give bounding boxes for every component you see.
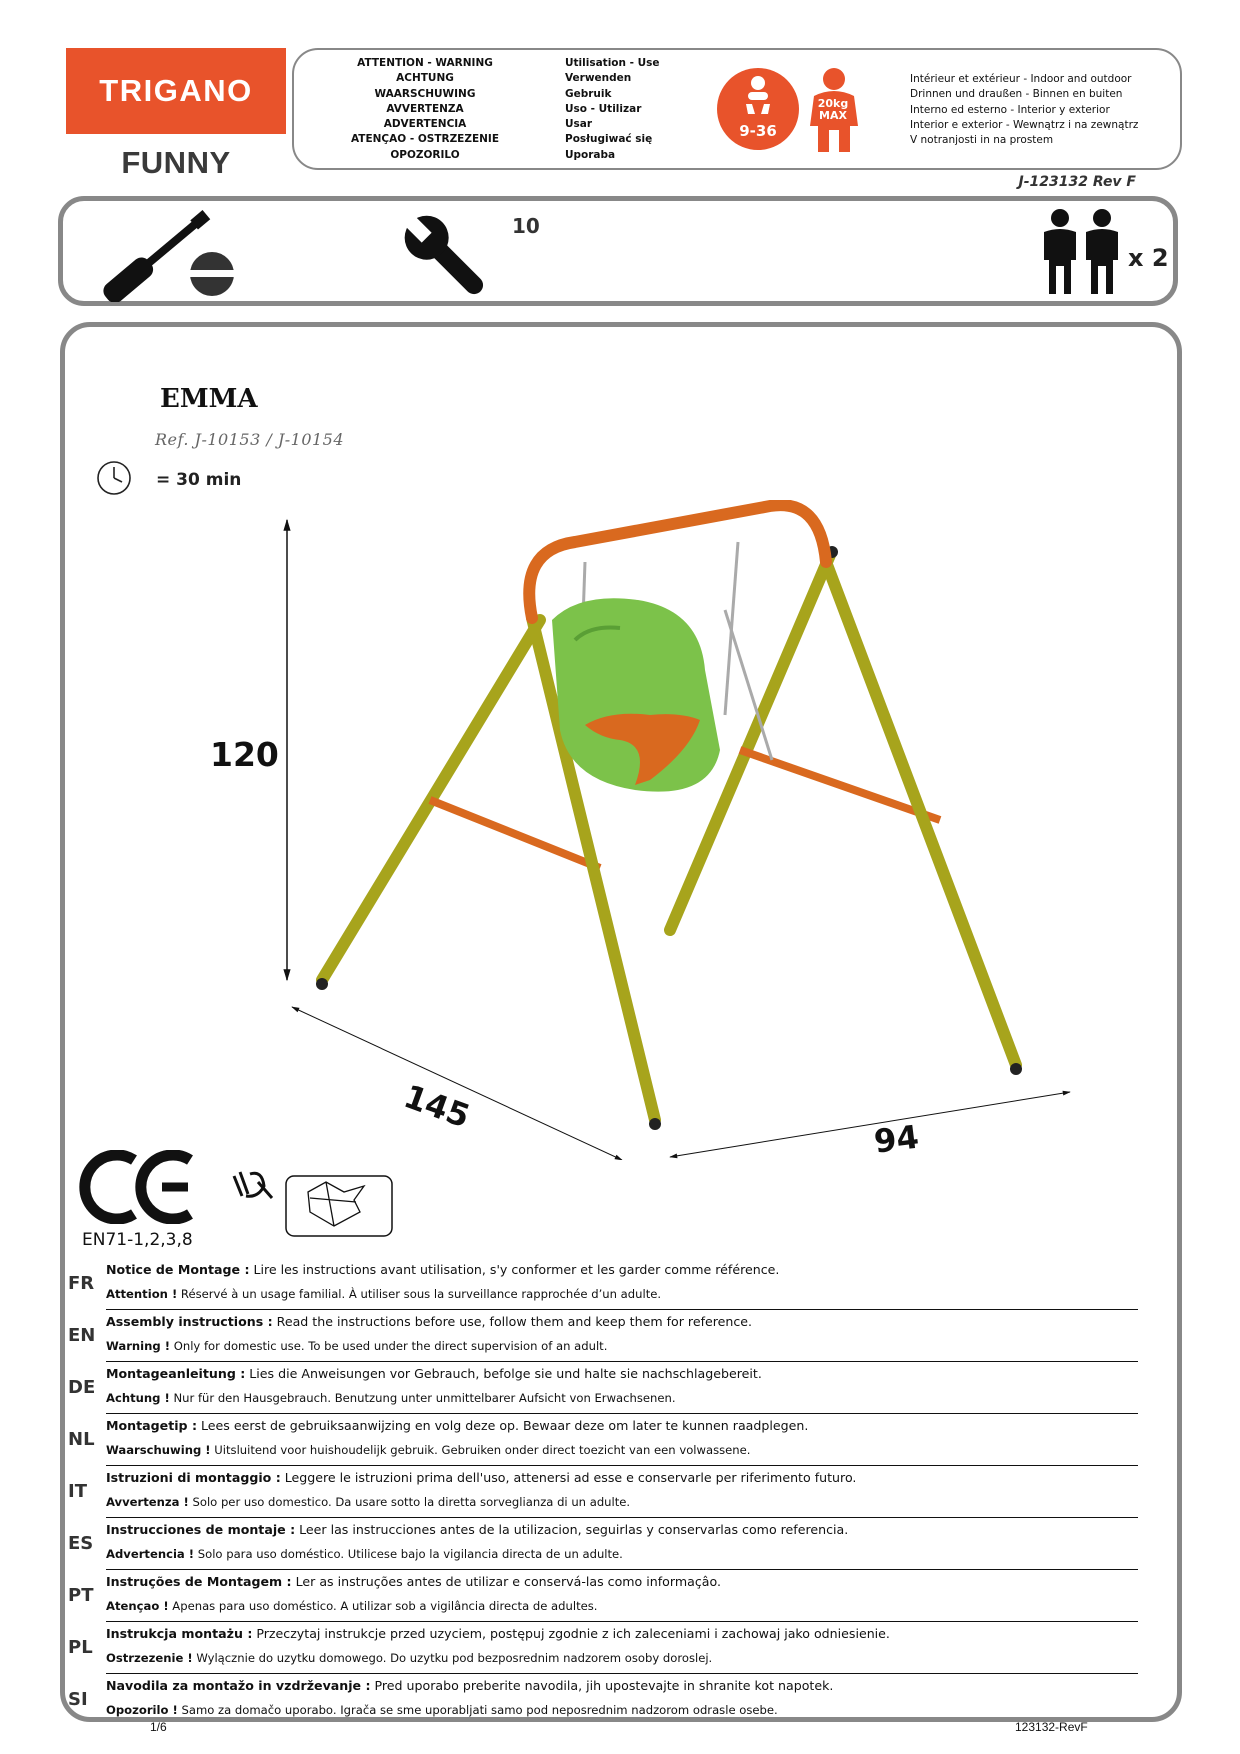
lang-warning-body: Solo per uso domestico. Da usare sotto la diretta sorveglianza di un adulte. <box>188 1495 631 1509</box>
wrench-size: 10 <box>512 214 540 238</box>
lang-assembly-body: Read the instructions before use, follow them and keep them for reference. <box>272 1314 753 1329</box>
lang-warning-label: Ostrzezenie ! <box>106 1651 193 1665</box>
lang-code: FR <box>68 1273 95 1294</box>
indoor-outdoor-line: Interior e exterior - Wewnątrz i na zewnątrz <box>910 118 1139 131</box>
safety-norm: EN71-1,2,3,8 <box>82 1230 193 1250</box>
divider <box>106 1465 1138 1466</box>
use-title: Uso - Utilizar <box>565 102 642 115</box>
warning-title: OPOZORILO <box>390 148 460 161</box>
age-range: 9-36 <box>739 122 777 140</box>
lang-assembly-text <box>106 1366 762 1381</box>
brand-logo: TRIGANO <box>66 48 286 134</box>
lang-row-pt <box>68 1571 1138 1623</box>
lang-assembly-text <box>106 1418 808 1433</box>
lang-warning-text <box>106 1495 630 1509</box>
width-dimension: 145 <box>399 1077 475 1136</box>
lang-assembly-label: Montagetip : <box>106 1418 197 1433</box>
lang-warning-body: Réservé à un usage familial. À utiliser sous la surveillance rapprochée d’un adulte. <box>177 1287 662 1301</box>
lang-warning-label: Waarschuwing ! <box>106 1443 211 1457</box>
lang-assembly-label: Instrucciones de montaje : <box>106 1522 296 1537</box>
lang-warning-body: Nur für den Hausgebrauch. Benutzung unter unmittelbarer Aufsicht von Erwachsenen. <box>169 1391 676 1405</box>
lang-assembly-body: Lees eerst de gebruiksaanwijzing en volg deze op. Bewaar deze om later te kunnen raadplegen. <box>197 1418 809 1433</box>
lang-warning-body: Wylącznie do uzytku domowego. Do uzytku pod bezposrednim nadzorem osoby doroslej. <box>192 1651 713 1665</box>
lang-warning-text <box>106 1651 712 1665</box>
lang-assembly-label: Montageanleitung : <box>106 1366 246 1381</box>
lang-warning-label: Attention ! <box>106 1287 178 1301</box>
indoor-outdoor-line: Interno ed esterno - Interior y exterior <box>910 103 1110 116</box>
height-dimension: 120 <box>210 735 279 774</box>
use-titles <box>565 56 725 163</box>
warning-title: WAARSCHUWING <box>374 87 476 100</box>
lang-warning-text <box>106 1703 778 1717</box>
lang-row-es <box>68 1519 1138 1571</box>
lang-warning-text <box>106 1287 661 1301</box>
divider <box>106 1673 1138 1674</box>
warning-title: AVVERTENZA <box>386 102 464 115</box>
lang-warning-label: Achtung ! <box>106 1391 170 1405</box>
lang-assembly-body: Leer las instrucciones antes de la utilizacion, seguirlas y conservarlas como referencia. <box>295 1522 849 1537</box>
lang-assembly-label: Istruzioni di montaggio : <box>106 1470 281 1485</box>
indoor-outdoor-line: Drinnen und draußen - Binnen en buiten <box>910 88 1123 101</box>
lang-assembly-text <box>106 1678 833 1693</box>
lang-row-it <box>68 1467 1138 1519</box>
lang-assembly-text <box>106 1470 856 1485</box>
lang-warning-body: Apenas para uso doméstico. A utilizar sob a vigilância directa de adultes. <box>168 1599 598 1613</box>
lang-row-pl <box>68 1623 1138 1675</box>
lang-assembly-text <box>106 1314 752 1329</box>
lang-code: NL <box>68 1429 95 1450</box>
warning-title: ACHTUNG <box>396 72 454 85</box>
lang-assembly-text <box>106 1574 721 1589</box>
model-reference: Ref. J-10153 / J-10154 <box>155 430 345 449</box>
lang-assembly-label: Notice de Montage : <box>106 1262 250 1277</box>
lang-assembly-label: Instruções de Montagem : <box>106 1574 292 1589</box>
lang-warning-text <box>106 1339 607 1353</box>
lang-assembly-body: Pred uporabo preberite navodila, jih upostevajte in shranite kot napotek. <box>370 1678 834 1693</box>
lang-code: PL <box>68 1637 93 1658</box>
lang-warning-label: Opozorilo ! <box>106 1703 178 1717</box>
depth-dimension: 94 <box>872 1117 921 1161</box>
lang-assembly-label: Assembly instructions : <box>106 1314 273 1329</box>
ce-mark-icon <box>78 1150 198 1224</box>
lang-code: PT <box>68 1585 94 1606</box>
divider <box>106 1413 1138 1414</box>
indoor-outdoor-line: Intérieur et extérieur - Indoor and outdoor <box>910 73 1132 85</box>
max-weight-label: MAX <box>819 109 847 122</box>
lang-warning-text <box>106 1599 597 1613</box>
two-people-icon <box>1040 208 1126 294</box>
lang-row-nl <box>68 1415 1138 1467</box>
wrench-icon <box>400 204 500 298</box>
lang-assembly-body: Ler as instruções antes de utilizar e conservá-las como informaçâo. <box>291 1574 721 1589</box>
indoor-outdoor-list <box>910 72 1138 148</box>
divider <box>106 1517 1138 1518</box>
baby-icon <box>738 74 778 122</box>
lang-row-en <box>68 1311 1138 1363</box>
lang-assembly-body: Przeczytaj instrukcje przed uzyciem, postępuj zgodnie z ich zaleceniami i zachowaj jako odniesienie. <box>252 1626 890 1641</box>
product-name: FUNNY <box>121 145 231 180</box>
use-title: Usar <box>565 118 593 131</box>
lang-warning-label: Warning ! <box>106 1339 171 1353</box>
depth-arrow <box>670 1092 1070 1157</box>
use-title: Uporaba <box>565 148 616 161</box>
lang-code: ES <box>68 1533 94 1554</box>
lang-assembly-label: Instrukcja montażu : <box>106 1626 253 1641</box>
footer-reference: 123132-RevF <box>1015 1720 1088 1734</box>
clock-icon <box>96 460 132 496</box>
lang-row-si <box>68 1675 1138 1727</box>
use-title: Utilisation - Use <box>565 57 660 69</box>
lang-warning-text <box>106 1391 676 1405</box>
model-name: EMMA <box>160 384 258 414</box>
screwdriver-icon <box>86 204 246 302</box>
document-reference: J-123132 Rev F <box>1018 174 1136 190</box>
lang-row-de <box>68 1363 1138 1415</box>
assembly-time: = 30 min <box>156 470 242 490</box>
indoor-outdoor-line: V notranjosti in na prostem <box>910 134 1054 147</box>
max-weight <box>808 98 858 122</box>
warning-title: ADVERTENCIA <box>383 118 467 131</box>
lang-code: EN <box>68 1325 96 1346</box>
small-parts-warning-icon <box>230 1168 396 1240</box>
divider <box>106 1621 1138 1622</box>
swing-illustration <box>180 500 1100 1160</box>
lang-assembly-body: Lies die Anweisungen vor Gebrauch, befolge sie und halte sie nachschlagebereit. <box>245 1366 762 1381</box>
lang-warning-body: Uitsluitend voor huishoudelijk gebruik. Gebruiken onder direct toezicht van een volwassene. <box>210 1443 751 1457</box>
warning-title: ATENÇAO - OSTRZEZENIE <box>350 133 500 146</box>
divider <box>106 1569 1138 1570</box>
warning-titles <box>330 56 520 163</box>
lang-assembly-text <box>106 1626 890 1641</box>
lang-warning-body: Samo za domačo uporabo. Igrača se sme uporabljati samo pod neposrednim nadzorom odrasle osebe. <box>177 1703 778 1717</box>
lang-assembly-body: Lire les instructions avant utilisation, s'y conformer et les garder comme référence. <box>249 1262 780 1277</box>
lang-assembly-body: Leggere le istruzioni prima dell'uso, attenersi ad esse e conservarle per riferimento futuro. <box>280 1470 857 1485</box>
lang-warning-body: Solo para uso doméstico. Utilicese bajo la vigilancia directa de un adulte. <box>194 1547 623 1561</box>
divider <box>106 1309 1138 1310</box>
lang-code: IT <box>68 1481 87 1502</box>
max-weight-value: 20kg <box>817 97 849 110</box>
lang-assembly-text <box>106 1522 848 1537</box>
lang-code: DE <box>68 1377 96 1398</box>
lang-warning-label: Atençao ! <box>106 1599 169 1613</box>
width-arrow <box>292 1007 622 1160</box>
lang-warning-text <box>106 1443 750 1457</box>
use-title: Gebruik <box>565 87 612 100</box>
divider <box>106 1361 1138 1362</box>
lang-code: SI <box>68 1689 88 1710</box>
lang-assembly-label: Navodila za montažo in vzdrževanje : <box>106 1678 371 1693</box>
use-title: Posługiwać się <box>565 133 653 146</box>
lang-warning-label: Advertencia ! <box>106 1547 195 1561</box>
lang-warning-label: Avvertenza ! <box>106 1495 189 1509</box>
lang-warning-body: Only for domestic use. To be used under the direct supervision of an adult. <box>170 1339 608 1353</box>
lang-assembly-text <box>106 1262 779 1277</box>
page-number: 1/6 <box>150 1720 167 1734</box>
lang-row-fr <box>68 1259 1138 1311</box>
lang-warning-text <box>106 1547 623 1561</box>
use-title: Verwenden <box>565 72 632 85</box>
warning-title: ATTENTION - WARNING <box>357 57 493 69</box>
people-count: x 2 <box>1128 244 1169 272</box>
